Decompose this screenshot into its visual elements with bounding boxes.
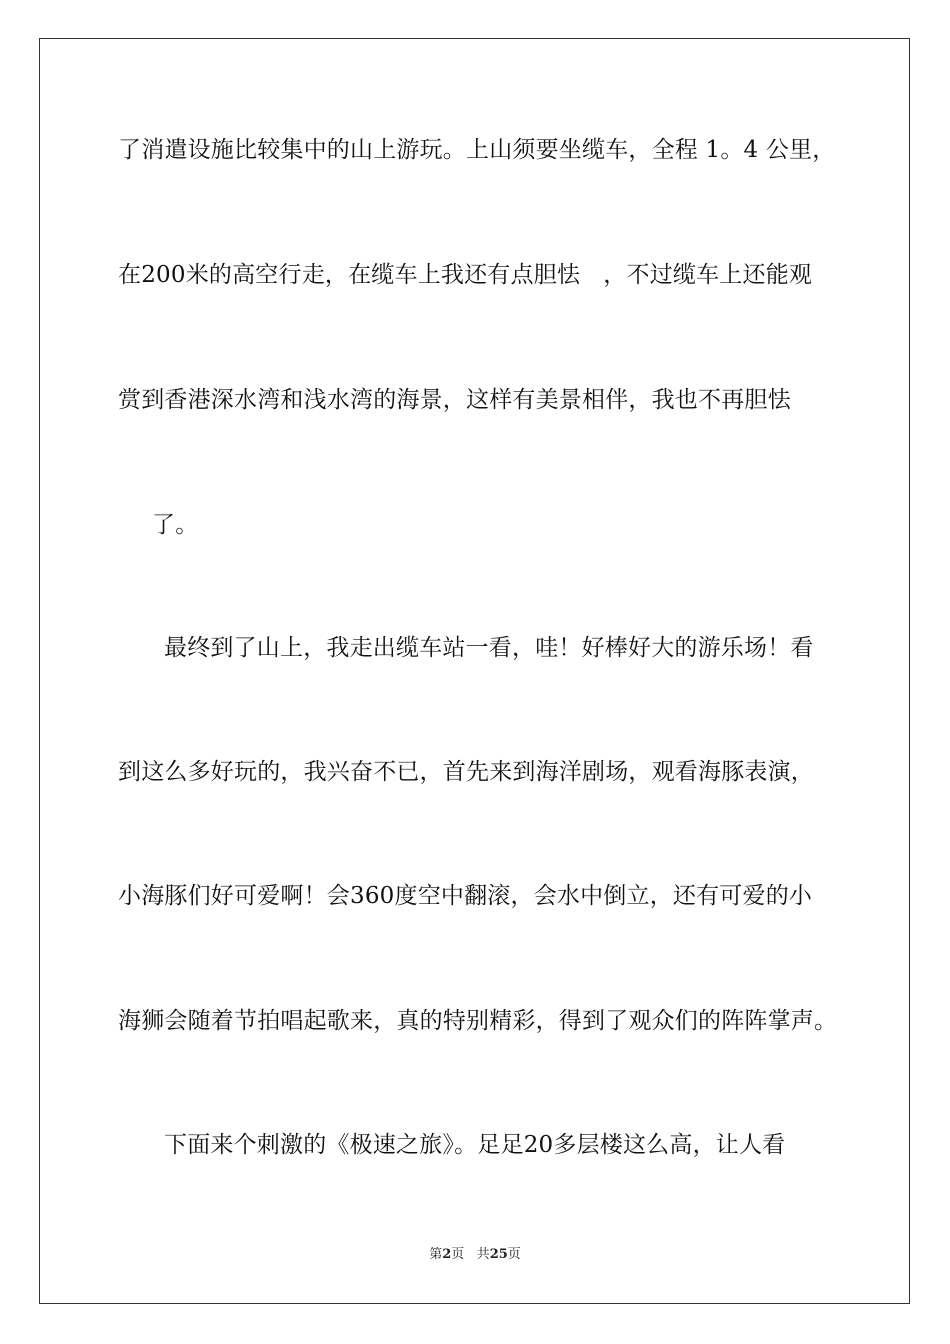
page-suffix: 页 [451,1247,465,1262]
total-prefix: 共 [476,1247,490,1262]
paragraph-2-line-1: 最终到了山上，我走出缆车站一看，哇！好棒好大的游乐场！看 [164,635,814,661]
paragraph-3-line-1: 下面来个刺激的《极速之旅》。足足20多层楼这么高，让人看 [164,1132,786,1158]
text-line-1: 了消遣设施比较集中的山上游玩。上山须要坐缆车，全程 1。4 公里， [118,137,836,163]
paragraph-2-line-3: 小海豚们好可爱啊！会360度空中翻滚，会水中倒立，还有可爱的小 [118,883,813,909]
page-footer [0,1246,950,1264]
paragraph-2-line-4: 海狮会随着节拍唱起歌来，真的特别精彩，得到了观众们的阵阵掌声。 [118,1008,838,1034]
page-prefix: 第 [429,1247,443,1262]
paragraph-2-line-2: 到这么多好玩的，我兴奋不已，首先来到海洋剧场，观看海豚表演， [118,759,814,785]
text-line-3: 赏到香港深水湾和浅水湾的海景，这样有美景相伴，我也不再胆怯 [118,387,791,413]
text-line-4: 了。 [152,512,199,538]
total-page-count: 25 [489,1247,508,1262]
page-border [39,38,910,1304]
current-page-number: 2 [442,1247,452,1262]
text-line-2: 在200米的高空行走，在缆车上我还有点胆怯 ，不过缆车上还能观 [118,262,813,288]
total-suffix: 页 [507,1247,521,1262]
